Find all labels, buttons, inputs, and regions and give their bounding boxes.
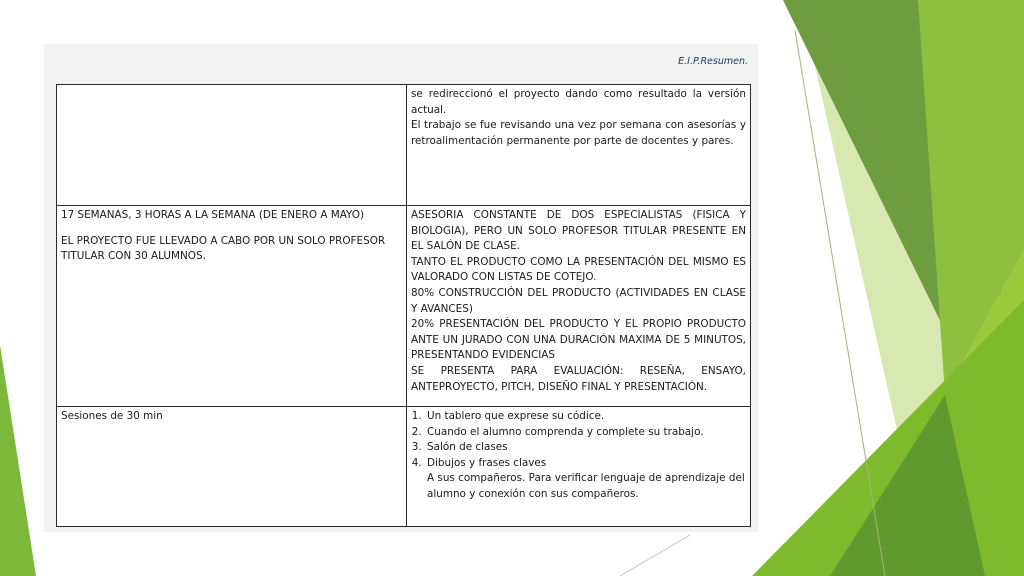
- summary-table: [56, 84, 751, 527]
- list-item: 4. Dibujos y frases claves: [425, 456, 746, 472]
- row1-left-cell: [57, 85, 407, 206]
- list-item: 1. Un tablero que exprese su códice.: [425, 409, 746, 425]
- duration-text: 17 SEMANAS, 3 HORAS A LA SEMANA (DE ENERO A MAYO): [61, 209, 365, 221]
- page-header: [44, 44, 756, 84]
- table-row: [57, 206, 751, 407]
- table-row: [57, 407, 751, 527]
- row2-right-line-1: ASESORIA CONSTANTE DE DOS ESPECIALISTAS (FISICA Y BIOLOGIA), PERO UN SOLO PROFESOR TITULAR PRESENTE EN EL SALÓN DE CLASE.: [411, 209, 746, 253]
- row1-right-cell: [407, 85, 751, 206]
- row1-right-line-1: se redireccionó el proyecto dando como resultado la versión actual.: [411, 88, 746, 116]
- row2-right-line-3: 80% CONSTRUCCIÓN DEL PRODUCTO (ACTIVIDADES EN CLASE Y AVANCES): [411, 286, 746, 315]
- thin-line-2: [620, 535, 690, 576]
- row2-right-line-2: TANTO EL PRODUCTO COMO LA PRESENTACIÓN DEL MISMO ES VALORADO CON LISTAS DE COTEJO.: [411, 255, 746, 284]
- header-title: E.I.P.Resumen.: [678, 56, 748, 67]
- row3-left-cell: [57, 407, 407, 527]
- list-note: A sus compañeros. Para verificar lenguaje de aprendizaje del alumno y conexión con sus compañeros.: [427, 472, 745, 500]
- list-item: 2. Cuando el alumno comprenda y complete su trabajo.: [425, 425, 746, 441]
- numbered-list: [411, 409, 746, 471]
- row1-right-line-2: El trabajo se fue revisando una vez por semana con asesorías y retroalimentación permanente por parte de docentes y pares.: [411, 119, 746, 147]
- document-page: [44, 44, 758, 532]
- list-item: 3. Salón de clases: [425, 440, 746, 456]
- row3-right-cell: [407, 407, 751, 527]
- row2-left-cell: [57, 206, 407, 407]
- sessions-text: Sesiones de 30 min: [61, 410, 163, 422]
- row2-right-line-5: SE PRESENTA PARA EVALUACIÓN: RESEÑA, ENSAYO, ANTEPROYECTO, PITCH, DISEÑO FINAL Y PRESENTACIÓN.: [411, 364, 746, 393]
- row2-right-cell: [407, 206, 751, 407]
- teacher-text: EL PROYECTO FUE LLEVADO A CABO POR UN SOLO PROFESOR TITULAR CON 30 ALUMNOS.: [61, 234, 386, 263]
- row2-right-line-4: 20% PRESENTACIÓN DEL PRODUCTO Y EL PROPIO PRODUCTO ANTE UN JURADO CON UNA DURACIÓN MAXIMA DE 5 MINUTOS, PRESENTANDO EVIDENCIAS: [411, 318, 746, 362]
- table-row: [57, 85, 751, 206]
- left-green-sliver: [0, 345, 36, 576]
